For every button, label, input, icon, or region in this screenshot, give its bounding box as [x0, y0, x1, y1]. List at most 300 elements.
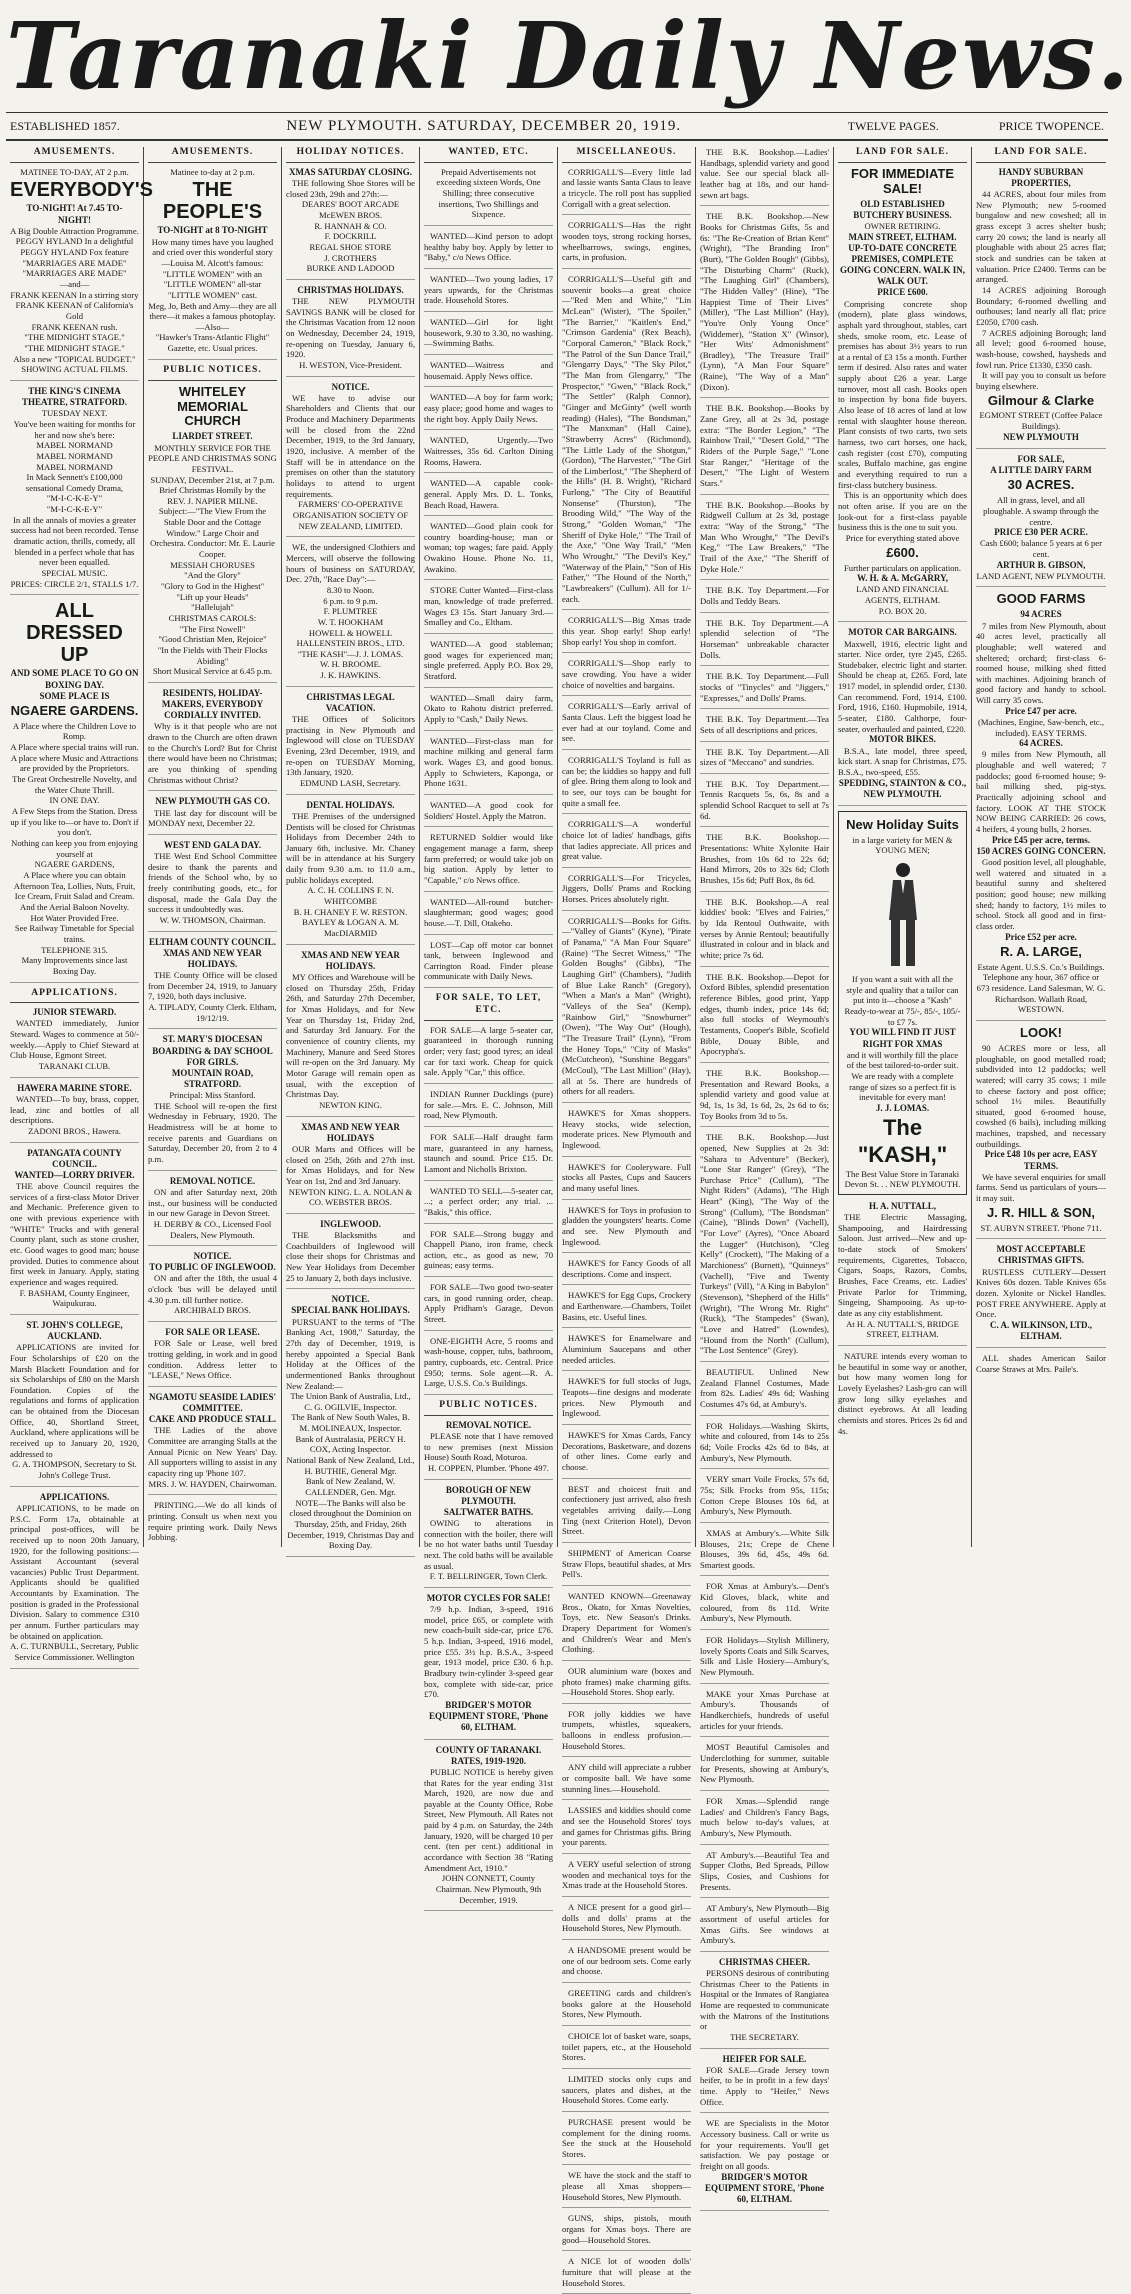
ad-holiday-suits [838, 811, 967, 1195]
classified-ad: RETURNED Soldier would like engagement manage a farm, sheep farm preferred; or would take job on big station. Apply by letter to "Capable," c/o News office. [424, 832, 553, 891]
classified-ad: WANTED—Two young ladies, 17 years upwards, for the Christmas trade. Household Stores. [424, 274, 553, 312]
ad-title: ST. JOHN'S COLLEGE, AUCKLAND. [26, 1319, 123, 1342]
ad-title: ST. MARY'S DIOCESAN BOARDING & DAY SCHOOL FOR GIRLS. [152, 1034, 273, 1067]
ad-price-2: £600. [886, 544, 919, 560]
ad-title: CHRISTMAS CHEER. [718, 1956, 810, 1967]
ad-straws: ALL shades American Sailor Coarse Straws at Mrs. Paile's. [976, 1353, 1106, 1374]
classified-ad: A VERY useful selection of strong wooden and mechanical toys for the Xmas trade at the Household Stores. [562, 1859, 691, 1897]
ad-title: HAWERA MARINE STORE. [17, 1082, 132, 1093]
ad-body: THE Premises of the undersigned Dentists will be closed for Christmas Holidays from December 24th to January 6th, inclusive. Mr. Chaney will be in attendance at his Surgery daily from 9.30 a.m. to 11.0 a.m., public holidays excepted. [286, 810, 415, 885]
ad-motor-cycles [424, 1593, 553, 1740]
ad-good-farms [976, 592, 1106, 1021]
ad-title: COUNTY OF TARANAKI. [435, 1744, 542, 1755]
classified-ad: WANTED—First-class man for machine milking and general farm work. Wages £3, and good bonus. Apply to Schwieters, Kaponga, or Phone 1631. [424, 736, 553, 795]
ad-price: PRICE £30 PER ACRE. [994, 527, 1088, 538]
dateline-bar [6, 112, 1108, 141]
classified-ad: CORRIGALL'S—A wonderful choice lot of ladies' handbags, gifts that ladies appreciate. All prices and great value. [562, 819, 691, 868]
ad-body-4: It will pay you to consult us before buying elsewhere. [976, 370, 1106, 391]
ad-body: All in grass, level, and all ploughable. A swamp through the centre. [983, 495, 1099, 527]
column-land-for-sale-2 [972, 147, 1110, 1547]
ad-price: PRICE £600. [877, 287, 928, 298]
classified-ad: FOR SALE—A large 5-seater car, guaranteed in thorough running order; very fast; good tyres; an ideal car for taxi work. Cheap for quick sale. Apply "Car," this office. [424, 1025, 553, 1084]
ad-tonight: TO-NIGHT! At 7.45 TO-NIGHT! [26, 203, 123, 225]
ad-psc [10, 1492, 139, 1669]
ad-sub: AND SOME PLACE TO GO ON BOXING DAY. [10, 668, 139, 690]
ad-terms: Cash £600; balance 5 years at 6 per cent. [980, 538, 1102, 559]
ad-gifts [976, 1244, 1106, 1348]
ad-printing: PRINTING.—We do all kinds of printing. Consult us when next you require printing work. Daily News Jobbing. [148, 1500, 277, 1543]
column-amusements-1 [6, 147, 153, 1663]
ad-list: DEARES' BOOT ARCADE McEWEN BROS. R. HANNAH & CO. F. DOCKRILL REGAL SHOE STORE J. CROTHERS BURKE AND LADOOD [301, 199, 400, 274]
ad-body-2: If you want a suit with all the style and quality that a tailor can put into it—choose a "Kash" Ready-to-wear at 75/-, 85/-, 105/- to £7 7s. [844, 974, 961, 1027]
ad-sign: W. W. THOMSON, Chairman. [159, 914, 266, 925]
ad-title: XMAS AND NEW YEAR HOLIDAYS. [301, 949, 400, 971]
ad-agent-2: LAND AGENT, NEW PLYMOUTH. [976, 570, 1106, 581]
ad-body-2: 14 ACRES adjoining Borough Boundary; 6-roomed dwelling and outhouses; land nearly all flat; price £2050, £700 cash. [976, 284, 1106, 327]
pages-label: TWELVE PAGES. [847, 118, 939, 133]
classified-ad: WANTED—A capable cook-general. Apply Mrs. D. L. Tonks, Beach Road, Hawera. [424, 478, 553, 516]
classified-ad: BEST and choicest fruit and confectionery just arrived, also fresh vegetables arriving daily.—Long Ting (next Criterion Hotel), Devon Street. [562, 1484, 691, 1543]
classified-ad: CORRIGALL'S Toyland is full as can be; the kiddies so happy and full of glee. Bring them along to look and to see, our toys can be bought for quite a small fee. [562, 755, 691, 814]
classified-ad: WANTED—A good stableman; good wages for experienced man; single preferred. Apply P.O. Box 29, Stratford. [424, 639, 553, 688]
classified-ad: CORRIGALL'S—Shop early to save crowding. You have a wider choice of novelties and bargains. [562, 658, 691, 696]
column-heading: MISCELLANEOUS. [562, 147, 691, 163]
ad-title: THE KING'S CINEMA THEATRE, STRATFORD. [22, 385, 127, 408]
ad-body: THE West End School Committee desire to thank the parents and friends of the School who, by so freely contributing goods, etc., for disposal, made the Gala Day the success it undoubtedly was. [148, 851, 277, 915]
ad-body-1: 44 ACRES, about four miles from New Plymouth; new 5-roomed bungalow and new cowshed; all in grass except 3 acres shelter bush; carry 20 cows; the land is nearly all ploughable with about 25 acres flat; stock and sundries can be taken at valuation. Price £2400. Terms can be arranged. [976, 189, 1106, 285]
dateline-right [848, 119, 1104, 134]
ad-agent: ARTHUR B. GIBSON, [996, 559, 1086, 570]
ad-sub: OLD ESTABLISHED BUTCHERY BUSINESS. [853, 198, 952, 220]
classified-ad: INDIAN Runner Ducklings (pure) for sale.—Mrs. E. C. Johnson, Mill road, New Plymouth. [424, 1089, 553, 1127]
ad-sign: H. WESTON, Vice-President. [299, 359, 402, 370]
ad-place: NGAERE GARDENS. [10, 702, 139, 718]
ad-heifer [700, 2054, 829, 2114]
ad-sub: MOUNTAIN ROAD, STRATFORD. [171, 1067, 254, 1089]
ad-body: FOR SALE—Grade Jersey town heifer, to be in profit in a few days' time. Apply to "Heifer," News Office. [700, 2064, 829, 2107]
classified-ad: FOR SALE—Half draught farm mare, guaranteed in any harness, staunch and sound. Price £15. Dr. Lamont and Nicholls Brixton. [424, 1132, 553, 1181]
ad-sign: H. COPPEN, Plumber. 'Phone 497. [428, 1462, 549, 1473]
ad-body: PURSUANT to the terms of "The Banking Act, 1908," Saturday, the 27th day of December, 1919, is hereby appointed a Special Bank Holiday at the Offices of the undermentioned Banks throughout New Zealand:— [286, 1316, 415, 1391]
classified-ad: THE B.K. Toy Department.—A splendid selection of "The Horseman" unbreakable character Dolls. [700, 618, 829, 667]
classified-ad: CORRIGALL'S—Every little lad and lassie wants Santa Claus to leave a tricycle. The roll post has supplied Corrigall with a great selection. [562, 167, 691, 216]
ad-everybodys [10, 166, 153, 381]
ad-list: A. C. H. COLLINS F. N. WHITCOMBE B. H. CHANEY F. W. RESTON. BAYLEY & LOGAN A. M. MacDIARMID [293, 885, 408, 939]
misc-ad-list [562, 167, 691, 2294]
ad-newton-king [286, 950, 415, 1117]
farm-b-body: 9 miles from New Plymouth, all ploughable and well watered; 7 paddocks; good 6-roomed house; 9-bail milking shed, pig-stys. Practically adjoining school and factory. LOOK AT THE STOCK NOW BEING CARRIED: 26 cows, 4 heifers, 4 young bulls, 2 horses. [976, 749, 1106, 835]
ad-agent: W. H. & A. McGARRY, [856, 573, 949, 584]
ad-junior-steward [10, 1007, 139, 1077]
masthead-title: Taranaki Daily News. [6, 2, 1131, 110]
ad-title: JUNIOR STEWARD. [32, 1007, 117, 1018]
classified-ad: STORE Cutter Wanted—First-class man, knowledge of trade preferred. Wages £3 15s. Start January 3rd.—Smalley and Co., Eltham. [424, 585, 553, 634]
column-wanted [420, 147, 558, 1905]
ad-title: EVERYBODY'S [10, 179, 153, 202]
ad-body: APPLICATIONS are invited for Four Scholarships of £20 on the Marsh Blackett Foundation and for six Scholarships of £80 on the Marsh Foundation. Copies of the regulations and forms of application can be obtained from the Diocesan Office, 40, Shortland Street, Auckland, where applications will be received up to January 20, 1920, addressed to [10, 1342, 139, 1459]
column-heading: AMUSEMENTS. [10, 147, 139, 163]
ad-removal [148, 1176, 277, 1246]
ad-body: THE Offices of Solicitors practising in New Plymouth and Inglewood will close on TUESDAY Evening, 23rd December, 1919, and re-open on TUESDAY Morning, 13th January, 1920. [286, 714, 415, 778]
classified-ad: FOR Xmas at Ambury's.—Dent's Kid Gloves, black, white and coloured, from 8s 11d. Write Ambury's, New Plymouth. [700, 1581, 829, 1630]
classified-ad: THE B.K. Bookshop.—Presentation and Reward Books, a splendid variety and good value at 9d, 1s, 1s 3d, 1s 6d, 2s, 2s 6d to 6s; Toy Books from 3d to 5s. [700, 1068, 829, 1127]
classified-ad: THE B.K. Bookshop.—Presentations: White Xylonite Hair Brushes, from 10s 6d to 22s 6d; Hand Mirrors, 20s to 32s 6d; Cloth Brushes, 15s 6d; Puff Box, 8s 6d. [700, 832, 829, 891]
ad-owner: J. J. LOMAS. [875, 1102, 930, 1113]
ad-body: PUBLIC NOTICE is hereby given that Rates for the year ending 31st March, 1920, are now due and payable at the County Office, Robe Street, New Plymouth. All Rates not paid by 4 p.m. on Saturday, the 24th January, 1920, will be charged 10 per cent. (ten per cent.) additional in accordance with Section 38 "Rating Amendment Act, 1910." [424, 1766, 553, 1873]
ad-coppen-removal [424, 1420, 553, 1480]
ad-st-johns [10, 1320, 139, 1487]
ad-body: THE NEW PLYMOUTH SAVINGS BANK will be closed for the Christmas Vacation from 12 noon on Wednesday, December 24, 1919, re-opening on Tuesday, January 6, 1920. [286, 295, 415, 360]
ad-title: WHITELEY MEMORIAL CHURCH [177, 383, 248, 429]
classified-ad: ANY child will appreciate a rubber or composite ball. We have some stunning lines.—Household. [562, 1762, 691, 1800]
ad-title: CHRISTMAS HOLIDAYS. [297, 284, 404, 295]
farm-a-body: 7 miles from New Plymouth, about 40 acres level, practically all ploughable; well watered and sheltered; orchard; first-class 6-roomed house, milking shed fitted with machines. Adjoining branch of good factory and handy to school. Will carry 35 cows. [976, 620, 1106, 706]
ad-ngaere-gardens [10, 600, 139, 982]
established-label: ESTABLISHED 1857. [10, 118, 120, 133]
ad-title: FOR SALE OR LEASE. [165, 1327, 260, 1338]
ad-agent-2: ST. AUBYN STREET. 'Phone 711. [980, 1222, 1102, 1233]
classified-ad: OUR aluminium ware (boxes and photo frames) make charming gifts.—Household Stores. Shop early. [562, 1666, 691, 1704]
dateline-text: NEW PLYMOUTH. SATURDAY, DECEMBER 20, 1919. [286, 117, 682, 134]
ad-body: FOR Sale or Lease, well bred trotting gelding, in work and in good condition. Address letter to "LEASE," News Office. [148, 1338, 277, 1381]
classified-ad: FOR Xmas.—Splendid range Ladies' and Children's Fancy Bags, much below to-day's values, at Ambury's, New Plymouth. [700, 1796, 829, 1845]
ad-further: Further particulars on application. [844, 562, 961, 573]
classified-ad: WANTED—Waitress and housemaid. Apply News office. [424, 360, 553, 387]
farm-b-title: 64 ACRES. [1019, 738, 1063, 749]
ad-title: WEST END GALA DAY. [163, 839, 262, 850]
ad-title: RESIDENTS, HOLIDAY-MAKERS, EVERYBODY CORDIALLY INVITED. [161, 687, 264, 721]
ad-kings-cinema [10, 386, 139, 595]
ad-street: MAIN STREET, ELTHAM. [848, 231, 957, 242]
ad-title: NOTICE. [331, 1294, 370, 1305]
ad-sign: EDMUND LASH, Secretary. [300, 778, 401, 789]
classified-ad: A NICE lot of wooden dolls' furniture that will please at the Household Stores. [562, 2256, 691, 2294]
ad-christmas-cheer [700, 1957, 829, 2049]
classified-ad: HAWKE'S for Xmas shoppers. Heavy stocks, wide selection, moderate prices. New Plymouth and Inglewood. [562, 1108, 691, 1157]
ad-box: P.O. BOX 20. [878, 605, 927, 616]
ad-body: THE County Office will be closed from December 24, 1919, to January 7, 1920, both days inclusive. [148, 970, 277, 1002]
classified-ad: LASSIES and kiddies should come and see the Household Stores' toys and games for Christmas gifts. Bring your parents. [562, 1805, 691, 1854]
ad-sub: XMAS AND NEW YEAR HOLIDAYS. [163, 947, 262, 969]
ad-ngamotu [148, 1392, 277, 1495]
classified-ad: WANTED—Good plain cook for country boarding-house; man or woman; top wages; fare paid. Apply Owakino House. Phone No. 11, Awakino. [424, 521, 553, 580]
column-heading: AMUSEMENTS. [148, 147, 277, 163]
ad-sign: ZADONI BROS., Hawera. [28, 1125, 121, 1136]
classified-ad: WANTED—Kind person to adopt healthy baby boy. Apply by letter to "Baby," c/o News Office. [424, 231, 553, 269]
ad-sign: ARCHIBALD BROS. [174, 1305, 251, 1316]
ad-butchery [838, 167, 967, 623]
classified-ad: HAWKE'S for Xmas Cards, Fancy Decorations, Basketware, and dozens of other lines. Come early and choose. [562, 1430, 691, 1479]
ad-kash: The "KASH," [857, 1115, 948, 1168]
ad-sub: TO PUBLIC OF INGLEWOOD. [149, 1262, 276, 1273]
ad-residents [148, 688, 277, 791]
ad-body: 90 ACRES more or less, all ploughable, on good metalled road; subdivided into 12 paddocks; well watered; will carry 35 cows; 1 mile to cheese factory and post office; school 1½ miles. Beautifully situated, good 6-roomed house, cowshed (6 bails), including milking machines, trapshed, and necessary outbuildings. [976, 1042, 1106, 1149]
classified-ad: CHOICE lot of basket ware, soaps, toilet papers, etc., at the Household Stores. [562, 2031, 691, 2069]
ad-title: ALL DRESSED UP [26, 600, 123, 667]
ad-patangata [10, 1148, 139, 1315]
column-heading: WANTED, ETC. [424, 147, 553, 163]
ad-sign: NEWTON KING. [319, 1099, 382, 1110]
classified-ad: A NICE present for a good girl—dolls and dolls' prams at the Household Stores, New Plymouth. [562, 1902, 691, 1940]
ad-title: MOTOR CAR BARGAINS. [848, 627, 957, 638]
ad-title: XMAS AND NEW YEAR HOLIDAYS [301, 1121, 400, 1143]
farm-a-price: Price £47 per acre. [1005, 705, 1077, 716]
ad-legal-vacation [286, 692, 415, 795]
ad-title: REMOVAL NOTICE. [169, 1175, 256, 1186]
ad-body: ON and after the 18th, the usual 4 o'clock 'bus will be delayed until 4.30 p.m. till further notice. [148, 1273, 277, 1305]
classified-ad: HAWKE'S for Fancy Goods of all descriptions. Come and inspect. [562, 1258, 691, 1285]
ad-owner: OWNER RETIRING. [864, 220, 941, 231]
classified-ad: CORRIGALL'S—For Tricycles, Jiggers, Dolls' Prams and Rocking Horses. Prices absolutely right. [562, 873, 691, 911]
ad-body: Maxwell, 1916, electric light and starter. Nice order, tyre 2)45, £265. Studebaker, electric light and starter. Should be cheap at, £265. Ford, late 1917 model, in splendid order, £130. Can recommend. Ford, 1914, £100. Ford, 1916, £160. Hupmobile, 1914, 5-seater, £180. Calthorpe, four-seater, overhauled and painted, £220. [838, 638, 967, 734]
ad-dental [286, 800, 415, 945]
ad-sign: BRIDGER'S MOTOR EQUIPMENT STORE, 'Phone 60, ELTHAM. [705, 2171, 824, 2204]
ad-body: THE Electric Massaging, Shampooing, and Hairdressing Saloon. Just arrived—New and up-to-date stock of Smokers' requirements, Cigarettes, Tobacco, Cigars, Soaps, Razors, Combs, Brushes, Face Creams, etc. Ladies' Private Parlor for Trimming, Singeing, Shampooing. As up-to-date as any city establishment. [838, 1212, 967, 1319]
ad-tag: The Best Value Store in Taranaki [845, 1168, 960, 1179]
classified-ad: WANTED KNOWN—Greenaway Bros., Okato, for Xmas Novelties, Toys, etc. New Season's Drinks. Drapery Department for Women's and Children's Wear and Men's Clothing. [562, 1591, 691, 1661]
ad-title: NOTICE. [331, 381, 370, 392]
section-heading: PUBLIC NOTICES. [424, 1400, 553, 1416]
ad-sign: THE SECRETARY. [730, 2031, 799, 2042]
ad-shoe-closing [286, 167, 415, 280]
ad-bridger [700, 2118, 829, 2211]
classified-ad: PURCHASE present would be complement for the dining rooms. See the stock at the Household Stores. [562, 2117, 691, 2166]
ad-sign: G. A. THOMPSON, Secretary to St. John's College Trust. [12, 1459, 137, 1481]
farm-c-body: Good position level, all ploughable, well watered and situated in a beautiful sunny and sheltered position; good house; new milking shed; handy to factory, 1½ miles to school. Stock all good and in first-class order. [976, 856, 1106, 931]
ad-body-2: This is an opportunity which does not often arise. If you are on the look-out for a first-class payable business this is the one to suit you. [838, 490, 967, 533]
classified-ad: A HANDSOME present would be one of our bedroom sets. Come early and choose. [562, 1945, 691, 1983]
ad-body: WANTED immediately, Junior Steward. Wages to commence at 50/- weekly.—Apply to Chief Steward at Club House, Egmont Street. [10, 1018, 139, 1061]
ad-sign: MRS. J. W. HAYDEN, Chairwoman. [148, 1478, 277, 1489]
ad-sign: C. A. WILKINSON, LTD., ELTHAM. [989, 1319, 1093, 1342]
ad-st-marys [148, 1034, 277, 1170]
classified-ad: WANTED—Small dairy farm, Okato to Rahotu district preferred. Apply to "Cash," Daily News. [424, 693, 553, 731]
ad-sub: RATES, 1919-1920. [450, 1755, 527, 1766]
ad-title: NEW PLYMOUTH GAS CO. [155, 796, 270, 807]
ad-lease [148, 1327, 277, 1387]
ad-handy-suburban [976, 167, 1106, 449]
ad-sign: A. TIPLADY, County Clerk. Eltham, 19/12/19. [148, 1002, 277, 1023]
classified-ad: HAWKE'S for Toys in profusion to gladden the youngsters' hearts. Come and see. New Plymouth and Inglewood. [562, 1205, 691, 1254]
ad-body-3: 7 ACRES adjoining Borough; land all level; good 6-roomed house, wash-house, cowshed, haysheds and fowl run. Price £1330, £350 cash. [976, 327, 1106, 370]
ad-title: THE PEOPLE'S [162, 179, 263, 224]
ad-body: RUSTLESS CUTLERY—Dessert Knives 60s dozen. Table Knives 65s dozen. Xylonite or Nickel Handles. POST FREE ANYWHERE. Apply at Once. [976, 1266, 1106, 1320]
ad-tonight: TO-NIGHT at 8 TO-NIGHT [157, 225, 268, 236]
ad-look [976, 1026, 1106, 1239]
classified-ad: GUNS, ships, pistols, mouth organs for Xmas boys. There are good—Household Stores. [562, 2213, 691, 2251]
ad-body: OUR Marts and Offices will be closed on 25th, 26th and 27th inst. for Xmas Holidays, and for New Year on 1st, 2nd and 3rd January. [286, 1143, 415, 1186]
ad-farmers [286, 382, 415, 538]
classified-ad: HAWKE'S for Cooleryware. Full stocks all Pastes, Cups and Saucers and many useful lines. [562, 1162, 691, 1200]
classified-ad: LIMITED stocks only cups and saucers, plates and dishes, at the Household Stores. Come early. [562, 2074, 691, 2112]
classified-ad: THE B.K. Bookshop.—Ladies' Handbags, splendid variety and good value. See our special black all-leather bag at 18s, and our hand-sewn art bags. [700, 147, 829, 206]
ad-sub: SALTWATER BATHS. [443, 1506, 534, 1517]
classified-ad: BEAUTIFUL Unlined New Zealand Flannel Costumes, Made from 82s. Ladies' 49s 6d; Washing Costumes 47s 6d, at Ambury's. [700, 1367, 829, 1416]
ad-sign: A. C. TURNBULL, Secretary, Public Service Commissioner. Wellington [10, 1641, 139, 1663]
ad-sign: TARANAKI CLUB. [38, 1061, 111, 1072]
column-amusements-2 [144, 147, 282, 1547]
ad-sign: H. DERBY & CO., Licensed Fool Dealers, New Plymouth. [153, 1218, 272, 1240]
section-heading: APPLICATIONS. [10, 988, 139, 1004]
ad-body: THE last day for discount will be MONDAY next, December 22. [148, 807, 277, 829]
ad-addr: EGMONT STREET (Coffee Palace Buildings). [979, 410, 1103, 432]
classified-ad: WE have the stock and the staff to please all Xmas shoppers—Household Stores, New Plymouth. [562, 2170, 691, 2208]
ad-title: ELTHAM COUNTY COUNCIL. [148, 936, 277, 947]
ad-premises: UP-TO-DATE CONCRETE PREMISES, COMPLETE GOING CONCERN. WALK IN, WALK OUT. [839, 242, 966, 287]
ad-time: Matinee to-day at 2 p.m. [170, 166, 255, 177]
classified-ad: THE B.K. Toy Department.—Tea Sets of all descriptions and prices. [700, 714, 829, 741]
ad-sign: FARMERS' CO-OPERATIVE ORGANISATION SOCIETY OF NEW ZEALAND, LIMITED. [292, 499, 409, 531]
ad-body: THE Blacksmiths and Coachbuilders of Inglewood will close their shops for Christmas and New Year Holidays from December 25 to January 2, both days inclusive. [286, 1229, 415, 1283]
classified-ad: THE B.K. Bookshop.—Depot for Oxford Bibles, splendid presentation reference Bibles, good print, Yapp edges, thumb index, price 14s 6d; also full stocks of Weymouth's Testaments, Cooper's Bible, Scofield Bible, Douay Bible, and Apocrypha's. [700, 972, 829, 1063]
ad-sign: JOHN CONNETT, County Chairman. New Plymouth, 9th December, 1919. [435, 1873, 542, 1905]
ad-agent: J. R. HILL & SON, [986, 1204, 1096, 1220]
ad-body: PLEASE note that I have removed to new premises (next Mission House) South Road, Moturoa. [424, 1430, 553, 1463]
ad-body: MY Offices and Warehouse will be closed on Thursday 25th, Friday 26th, and Saturday 27th December, for Xmas Holidays, and for New Year on Thursday 1st, Friday 2nd, and Saturday 3rd January. For the convenience of country clients, my Machinery, Manure and Seed Stores will re-open on the 3rd January. My Motor Garage will remain open as usual, with the exception of Christmas Day. [286, 972, 415, 1100]
ad-body-2: B.S.A., late model, three speed, kick start. A snap for Christmas, £75. B.S.A., two-speed, £55. [838, 745, 967, 777]
wanted-list [424, 231, 553, 934]
classified-ad: THE B.K. Toy Department.—Full stocks of "Tinycles" and "Jiggers," "Expresses," and Dolls' Prams. [700, 671, 829, 709]
ad-motor-car [838, 627, 967, 806]
ad-title: MOTOR CYCLES FOR SALE! [426, 1593, 551, 1603]
ad-title: HANDY SUBURBAN PROPERTIES, [998, 166, 1084, 188]
ad-acres: 30 ACRES. [1007, 477, 1075, 493]
ad-agent: R. A. LARGE, [1000, 943, 1082, 959]
farm-a-terms: (Machines, Engine, Saw-bench, etc., included). EASY TERMS. [978, 716, 1104, 738]
ad-title: PATANGATA COUNTY COUNCIL. [27, 1147, 122, 1169]
classified-ad: CORRIGALL'S—Useful gift and souvenir books—a great choice—"Red Men and White," "Lin McLean" (Wister), "The Spoiler," "The Barrier," "Kaitlen's End," "Crimson Gardenia" (Rex Beach), "Corporal Cameron," "Black Rock," "The Patrol of the Sun Dance Trail," "Glengarry Days," "The Sky Pilot," "The Man from Glengarry," "The Prospector," "Gwen," "Black Rock," "The Settler" (Ralph Connor), "Ginger and McGinty" (well worth reading) (Hales), "The Bondsman," "The Manxman" (Hall Caine), "Strawberry Acres" (Richmond), "The Little Lady of the Shotgun," (Gordon), "The Harvester," "The Girl of the Limberlost," "The Shepherd of the Hills" (H. B. Wright), "Richard Furlong," "The City of Beautiful Nonsense" (Thurston), "The Brooding Wild," "The Way of the Strong," "Golden Woman," "The Sheriff of Dyke Hole," "The Trail of the Axe," "One Way Trail," "Men Who Wrought," "The Devil's Key," "Waterway of the Plain," "Son of His Father," "The Hound of the North," "Lawbreakers" (Cullum). All for 1/- each. [562, 274, 691, 610]
ad-addr: Devon St. . . NEW PLYMOUTH. [844, 1179, 961, 1190]
farm-b-price: Price £45 per acre, terms. [991, 834, 1091, 845]
classified-ad: THE B.K. Toy Department.—Tennis Racquets 5s, 6s, 8s and a splendid School Racquet to sell at 7s 6d. [700, 779, 829, 828]
ad-sub2: Principal: Miss Stanford. [169, 1090, 256, 1101]
ad-whiteley [148, 385, 277, 683]
ad-sign: At H. A. NUTTALL'S, BRIDGE STREET, ELTHAM. [846, 1318, 959, 1340]
ad-body: How many times have you laughed and cried over this wonderful story—Louisa M. Alcott's famous: "LITTLE WOMEN" with an "LITTLE WOMEN" all-star "LITTLE WOMEN" cast. Meg, Jo, Beth and Amy—they are all there—it makes a famous photoplay. —Also— "Hawker's Trans-Atlantic Flight" Gazette, etc. Usual prices. [148, 236, 277, 354]
ad-county-rates [424, 1745, 553, 1912]
ad-title: FOR IMMEDIATE SALE! [850, 165, 955, 196]
ad-nature: NATURE intends every woman to be beautiful in some way or another, but how many women long for Lovely Eyelashes? Lash-gro can will grow long silky eyelashes and distinct eyebrows. At all leading chemists and stores. Prices 2s 6d and 4s. [838, 1351, 967, 1436]
ad-westend [148, 840, 277, 932]
man-in-suit-icon [881, 860, 925, 970]
classified-ad: WANTED, Urgently.—Two Waitresses, 35s 6d. Carlton Dining Rooms, Hawera. [424, 435, 553, 473]
farm-c-title: 150 ACRES GOING CONCERN. [976, 845, 1106, 856]
classified-ad: VERY smart Voile Frocks, 57s 6d, 75s; Silk Frocks from 95s, 115s; Cotton Crepe Blouses 10s 6d, at Ambury's, New Plymouth. [700, 1474, 829, 1523]
farm-c-price: Price £52 per acre. [1005, 931, 1077, 942]
section-heading: FOR SALE, TO LET, ETC. [424, 993, 553, 1021]
ad-sign: F. BASHAM, County Engineer, Waipukurau. [19, 1287, 130, 1309]
classified-ad: GREETING cards and children's books galore at the Household Stores, New Plymouth. [562, 1988, 691, 2026]
ad-sign: F. T. BELLRINGER, Town Clerk. [429, 1571, 548, 1582]
classified-ad: MOST Beautiful Camisoles and Underclothing for summer, suitable for Presents, showing at Ambury's, New Plymouth. [700, 1742, 829, 1791]
classified-ad: FOR Holidays.—Washing Skirts, white and coloured, from 14s to 25s 6d; Voile Frocks 42s 6d to 84s, at Ambury's, New Plymouth. [700, 1421, 829, 1470]
ad-sub: SPECIAL BANK HOLIDAYS. [291, 1305, 410, 1316]
ad-inglewood-bus [148, 1251, 277, 1322]
ad-list: 8.30 to Noon. 6 p.m. to 9 p.m. F. PLUMTREE W. T. HOOKHAM HOWELL & HOWELL HALLENSTEIN BROS., LTD. "THE KASH"—J. J. LOMAS. W. H. BROOME. J. K. HAWKINS. [296, 584, 405, 681]
ad-some: SOME PLACE IS [39, 690, 110, 701]
ad-lost: LOST—Cap off motor car bonnet tank, between Inglewood and Carrington Road. Finder please communicate with Daily News. [424, 940, 553, 989]
ad-dairy-farm [976, 454, 1106, 588]
ad-sign: NEWTON KING. L. A. NOLAN & CO. WEBSTER BROS. [288, 1186, 413, 1208]
classified-ad: CORRIGALL'S—Has the right wooden toys, strong rocking horses, wheelbarrows, swings, engines, carts, in profusion. [562, 220, 691, 269]
classified-ad: THE B.K. Bookshop.—Just opened, New Supplies at 2s 3d: "Sahara to Adventure" (Becker), "Lone Star Ranger" (Grey), "The Purchase Price" (Cullum), "The Night Riders" (Adams), "The High Heart" (King), "The Way of the Strong" (Cullum), "The Bondsman" (Caine), "Blinds Down" (Vachell), "For Love" (Ayres), "Once Aboard the Lugger" (Hutchison), "Cleg Kelly" (Crockett), "The Making of a Marchioness" (Burnett), "Quinneys" (Vachell), "Five and Twenty Turkeys" (Vill), "A King in Babylon" (Stevenson), "Shepherd of the Hills" (Wright), "The Wrong Mr. Right" (Ruck), "The Stampedes" (Swan), "Love and Hatred" (Lowndes), "Hound from the North" (Cullum), "The Lost Sentence" (Grey). [700, 1132, 829, 1362]
classified-ad: AT Ambury's.—Beautiful Tea and Supper Cloths, Bed Spreads, Pillow Slips, Cosies, and Cushions for Presents. [700, 1850, 829, 1899]
ad-title: CHRISTMAS LEGAL VACATION. [306, 691, 395, 713]
ad-savings-bank [286, 285, 415, 377]
classified-ad: THE B.K. Toy Department.—All sizes of "Meccano" and sundries. [700, 747, 829, 774]
classified-ad: WANTED TO SELL—5-seater car, ...; a perfect order; any trial. ... "Bakis," this office. [424, 1186, 553, 1224]
ad-body: WE are Specialists in the Motor Accessory business. Call or write us for your requirements. You'll get satisfaction. We pay postage or freight on all goods. [700, 2118, 829, 2171]
ad-title: XMAS SATURDAY CLOSING. [289, 166, 412, 177]
ad-title: NGAMOTU SEASIDE LADIES' COMMITTEE. [148, 1391, 277, 1414]
ad-title: H. A. NUTTALL, [868, 1200, 937, 1211]
ad-farm: A LITTLE DAIRY FARM [990, 465, 1092, 476]
column-land-for-sale [834, 147, 972, 1547]
ad-nuttall [838, 1201, 967, 1346]
ad-body: APPLICATIONS, to be made on P.S.C. Form 17a, obtainable at principal post-offices, will be received up to noon 20th January, 1920, for the following positions:— Assistant Accountant (several vacancies) Public Trust Department. Applicants should be qualified Accountants by Examination. The position is graded in the Professional Division. Salary to commence £310 per annum. Further particulars may be obtained on application. [10, 1502, 139, 1641]
ad-body: Comprising concrete shop (modern), plate glass windows, asphalt yard throughout, stables, cart sheds, smoke room, etc. Lease of premises has about 3½ years to run at a rental of £3 15s a month. Further term if desired. Also rates and water supply about £26 a year. Large turnover, most all cash. Books open to inspection by bona fide buyers. Also lease of 18 acres of land at low rental with slaughter house thereon. Plant consists of two carts, two sets harness, two cart horses, one hack, cash register (cost £70), computing scales, Buffalo machine, gas engine and everything required to run a first-class butchery business. [838, 298, 967, 490]
classified-ad: MAKE your Xmas Purchase at Ambury's. Thousands of Handkerchiefs, hundreds of useful articles for your friends. [700, 1689, 829, 1738]
columns [6, 147, 1108, 2288]
ad-title: REMOVAL NOTICE. [445, 1419, 532, 1430]
ad-body: ON and after Saturday next, 20th inst., our business will be conducted in our new Garage in Devon Street. [148, 1186, 277, 1219]
classified-ad: WANTED—A good cook for Soldiers' Hostel. Apply the Matron. [424, 800, 553, 827]
classified-ad: THE B.K. Bookshop.—New Books for Christmas Gifts, 5s and 6s: "The Re-Creation of Brian Kent" (Wright), "The Branding Iron" (Burt), "The Golden Bough" (Gibbs), "The Disturbing Charm" (Ruck), "The Laughing Girl" (Chambers), "The Hidden Valley" (Hine), "The Happiest Time of Their Lives" (Miller), "The Last Million" (Hay), "You're Only Young Once" (Widdemer), "Station X" (Winsor), "Her Wits' Admonishment" (Bradley), "The Treasure Trail" (Lynn), "A Man Four Square" (Raine), "The Way of a Man" (Dixon). [700, 211, 829, 398]
classified-ad: CORRIGALL'S—Big Xmas trade this year. Shop early! Shop early! Shop early! You shop in comfort. [562, 615, 691, 653]
classified-ad: WANTED—A boy for farm work; easy place; good home and wages to the right boy. Apply Daily News. [424, 392, 553, 430]
classified-ad: FOR SALE—Two good two-seater cars, in good running order, cheap. Apply Pridham's Garage, Devon Street. [424, 1282, 553, 1331]
ad-body: THE following Shoe Stores will be closed 23th, 29th and 27th:— [286, 177, 415, 199]
price-label: PRICE TWOPENCE. [998, 118, 1104, 133]
ad-body: MONTHLY SERVICE FOR THE PEOPLE AND CHRISTMAS SONG FESTIVAL. SUNDAY, December 21st, at 7 p.m. Brief Christmas Homily by the REV. J. NAPIER MILNE. Subject:—"The View From the Stable Door and the Cottage Window." Large Choir and Orchestra. Conductor: Mr. E. Laurie Cooper. MESSIAH CHORUSES "And the Glory" "Glory to God in the Highest" "Lift up your Heads" "Hallelujah" CHRISTMAS CAROLS: "The First Nowell" "Good Christian Men, Rejoice" "In the Fields with Their Flocks Abiding" Short Musical Service at 6.45 p.m. [148, 442, 277, 677]
ad-body: A Place where the Children Love to Romp. A Place where special trains will run. A place where Music and Attractions are provided by the Proprietors. The Great Orchestrelle Novelty, and the Water Chute Thrill. IN ONE DAY. A Few Steps from the Station. Dress up if you like to—or have to. Don't if you don't. Nothing can keep you from enjoying yourself at NGAERE GARDENS, A Place where you can obtain Afternoon Tea, Lollies, Nuts, Fruit, Ice Cream, Fruit Salad and Cream. And the Aerial Baloon Novelty. Hot Water Provided Free. See Railway Timetable for Special trains. TELEPHONE 315. Many Improvements since last Boxing Day. [10, 720, 139, 976]
ad-list: The Union Bank of Australia, Ltd., C. G. OGILVIE, Inspector. The Bank of New South Wales, B. M. MOLINEAUX, Inspector. Bank of Australasia, PERCY H. COX, Acting Inspector. National Bank of New Zealand, Ltd., H. BUTHIE, General Mgr. Bank of New Zealand, W. CALLENDER, Gen. Mgr. NOTE—The Banks will also be closed throughout the Dominion on Thursday, 25th, and Friday, 26th December, 1919, Christmas Day and Boxing Day. [286, 1391, 415, 1551]
classified-ad: FOR jolly kiddies we have trumpets, whistles, squeakers, balloons in endless profusion.—Household Stores. [562, 1709, 691, 1758]
ad-body: A Big Double Attraction Programme. PEGGY HYLAND In a delightful PEGGY HYLAND Fox feature "MARRIAGES ARE MADE" "MARRIAGES ARE MADE" —and— FRANK KEENAN In a stirring story FRANK KEENAN of California's Gold FRANK KEENAN rush. "THE MIDNIGHT STAGE." "THE MIDNIGHT STAGE." Also a new "TOPICAL BUDGET." SHOWING ACTUAL FILMS. [10, 225, 139, 375]
rates-notice: Prepaid Advertisements not exceeding sixteen Words, One Shilling; three consecutive insertions, Two Shillings and Sixpence. [424, 167, 553, 226]
column-miscellaneous [558, 147, 696, 2288]
ad-body: in a large variety for MEN & YOUNG MEN; [852, 834, 953, 856]
ad-price: Price £48 10s per acre, EASY TERMS. [984, 1149, 1098, 1171]
classified-ad: ONE-EIGHTH Acre, 5 rooms and wash-house, copper, tubs, bathroom, pantry, cupboards, etc. Central. Price £950; terms. Sole agent—R. A. Large, U.S.S. Co.'s Buildings. [424, 1336, 553, 1395]
ad-sign: BRIDGER'S MOTOR EQUIPMENT STORE, 'Phone 60, ELTHAM. [429, 1700, 548, 1733]
ad-title: GOOD FARMS [996, 591, 1086, 607]
ad-title: DENTAL HOLIDAYS. [306, 799, 395, 810]
section-heading: PUBLIC NOTICES. [148, 365, 277, 381]
column-heading: LAND FOR SALE. [976, 147, 1106, 163]
ad-body: WE have to advise our Shareholders and Clients that our Produce and Machinery Departments will be closed from the 22nd December, 1919, to the 3rd January, 1920, inclusive. A member of the Staff will be in attendance on the premises on other than the statutory holidays to attend to urgent requirements. [286, 392, 415, 499]
ad-clothiers [286, 542, 415, 687]
classified-ad: WANTED—All-round butcher-slaughterman; good wages; good house.—T. Dill, Otakeho. [424, 897, 553, 935]
ad-body: PERSONS desirous of contributing Christmas Cheer to the Patients in Hospital or the Inmates of Rangiatea Home are requested to communicate with the Matrons of the Institutions or [700, 1968, 829, 2032]
ad-title: FOR SALE, [1017, 453, 1065, 464]
ad-body-3: Price for everything stated above [845, 532, 960, 543]
ad-body: TUESDAY NEXT. You've been waiting for months for her and now she's here: MABEL NORMAND MABEL NORMAND MABEL NORMAND In Mack Sennett's £100,000 sensational Comedy Drama, "M-I-C-K-E-Y" "M-I-C-K-E-Y" In all the annals of movies a greater success had not been recorded. Tense dramatic action, thrills, comedy, all blended in a perfect whole that has never been equalled. SPECIAL MUSIC. PRICES: CIRCLE 2/1, STALLS 1/7. [10, 408, 139, 589]
ad-sub: LIARDET STREET. [172, 431, 253, 442]
ad-title: INGLEWOOD. [320, 1218, 381, 1229]
ad-town: NEW PLYMOUTH [1003, 431, 1079, 442]
classified-ad: THE B.K. Bookshop.—Books by Ridgwell Cullum at 2s 3d, postage extra: "Way of the Strong," "The Man Who Wrought," "The Devil's Keg," "The Law Breakers," "The Trail of the Axe," "The Sheriff of Dyke Hole." [700, 500, 829, 581]
ad-bank-holidays [286, 1294, 415, 1557]
ad-title: HEIFER FOR SALE. [722, 2053, 807, 2064]
column-heading: HOLIDAY NOTICES. [286, 147, 415, 163]
classified-ad: THE B.K. Bookshop.—Books by Zane Grey, all at 2s 3d, postage extra: "The Border Legion," "The Rainbow Trail," "Desert Gold," "The Riders of the Purple Sage," "Lone Star Ranger," "Heritage of the Desert," "The Light of Western Stars." [700, 403, 829, 494]
ad-body-3: and it will worthily fill the place of the best tailored-to-order suit. We are ready with a complete range of sizes so a perfect fit is inevitable for every man! [846, 1049, 959, 1103]
classified-ad: HAWKE'S for full stocks of Jugs, Teapots—fine designs and moderate prices. New Plymouth and Inglewood. [562, 1376, 691, 1425]
ad-peoples [148, 167, 277, 360]
classified-ad: XMAS at Ambury's.—White Silk Blouses, 21s; Crepe de Chene Blouses, 39s 6d, 45s, 49s 6d. Smartest goods. [700, 1528, 829, 1577]
ad-title: APPLICATIONS. [39, 1491, 110, 1502]
